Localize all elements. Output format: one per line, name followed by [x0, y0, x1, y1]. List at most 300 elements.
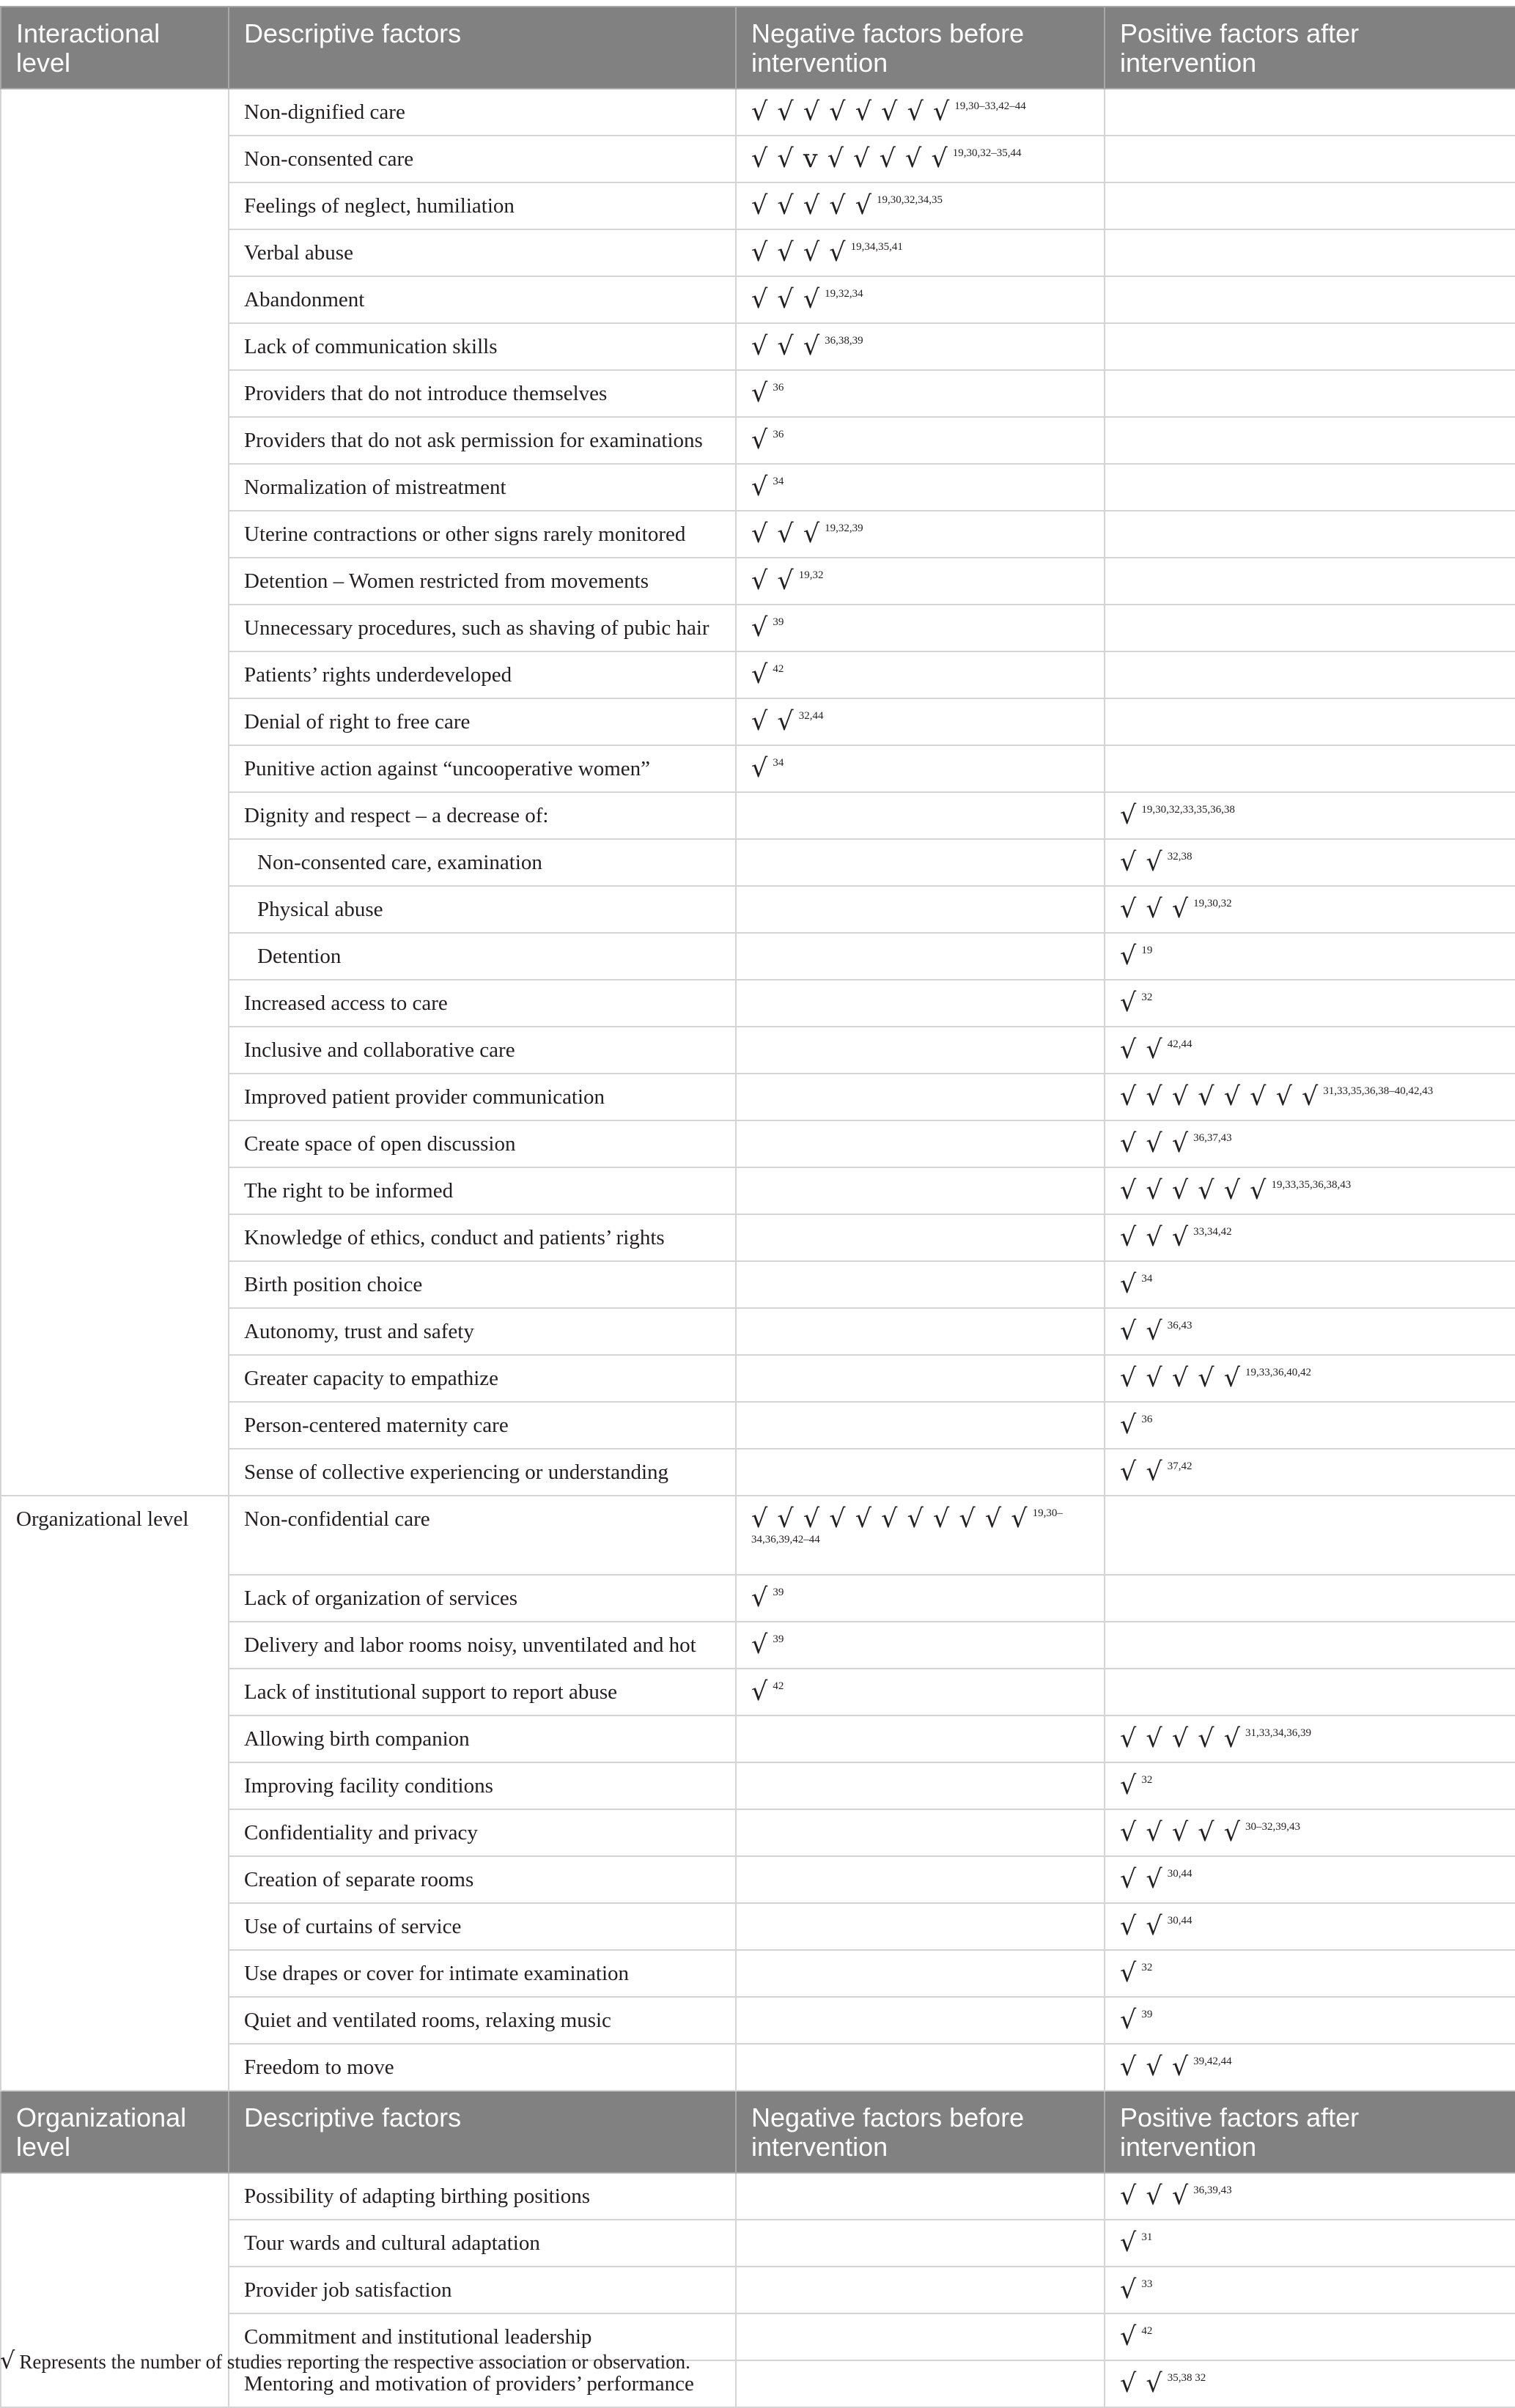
positive-factors-cell	[1105, 1950, 1515, 1997]
negative-factors-cell	[736, 417, 1105, 464]
positive-factors-cell	[1105, 839, 1515, 886]
negative-factors-cell	[736, 2044, 1105, 2091]
reference-numbers: 30–32,39,43	[1245, 1821, 1301, 1833]
check-mark-icon: √	[1120, 989, 1138, 1018]
positive-factors-cell	[1105, 1669, 1515, 1715]
reference-numbers: 33	[1141, 2278, 1153, 2290]
positive-factors-cell	[1105, 933, 1515, 980]
positive-factors-cell	[1105, 1715, 1515, 1762]
check-marks	[1120, 801, 1235, 830]
check-mark-icon: √	[1120, 1771, 1138, 1801]
descriptive-factor: Confidentiality and privacy	[229, 1809, 736, 1856]
reference-numbers: 36	[773, 382, 784, 394]
check-marks	[1120, 2006, 1152, 2035]
footnote-text: Represents the number of studies reporting the respective association or observation.	[19, 2351, 690, 2373]
check-mark-icon: √ √	[1120, 2369, 1163, 2398]
check-marks	[1120, 1270, 1152, 1299]
check-mark-icon: √	[751, 613, 769, 643]
check-marks	[1120, 2182, 1232, 2211]
negative-factors-cell	[736, 1261, 1105, 1308]
check-marks	[751, 473, 784, 502]
check-marks	[751, 191, 943, 221]
reference-numbers: 30,44	[1167, 1915, 1193, 1927]
check-mark-icon: √	[1120, 1411, 1138, 1440]
negative-factors-cell	[736, 182, 1105, 229]
negative-factors-cell	[736, 886, 1105, 933]
positive-factors-cell	[1105, 2220, 1515, 2267]
positive-factors-cell	[1105, 1622, 1515, 1669]
level-cell: Organizational level	[1, 1496, 229, 2091]
negative-factors-cell	[736, 1715, 1105, 1762]
check-marks	[1120, 1724, 1311, 1754]
positive-factors-cell	[1105, 323, 1515, 370]
descriptive-factor: Improving facility conditions	[229, 1762, 736, 1809]
reference-numbers: 19,33,36,40,42	[1245, 1367, 1312, 1378]
check-marks	[1120, 1912, 1192, 1941]
positive-factors-cell	[1105, 136, 1515, 182]
negative-factors-cell	[736, 136, 1105, 182]
descriptive-factor: Person-centered maternity care	[229, 1402, 736, 1449]
positive-factors-cell	[1105, 1809, 1515, 1856]
check-marks	[1120, 2275, 1152, 2305]
descriptive-factor: Sense of collective experiencing or understanding	[229, 1449, 736, 1496]
check-mark-icon: √ √ √	[1120, 2182, 1190, 2211]
reference-numbers: 19,30,32,33,35,36,38	[1141, 804, 1235, 816]
reference-numbers: 34	[1141, 1273, 1153, 1285]
descriptive-factor: Lack of organization of services	[229, 1575, 736, 1622]
header-descriptive-factors: Descriptive factors	[229, 2091, 736, 2173]
check-marks	[1120, 2322, 1152, 2352]
check-marks	[751, 1584, 784, 1613]
check-mark-icon: √	[0, 2346, 15, 2374]
check-marks	[751, 707, 823, 736]
reference-numbers: 39,42,44	[1193, 2056, 1232, 2067]
negative-factors-cell	[736, 839, 1105, 886]
level-cell	[1, 89, 229, 1496]
negative-factors-cell	[736, 1762, 1105, 1809]
reference-numbers: 19,30,32–35,44	[952, 147, 1022, 159]
negative-factors-cell	[736, 1622, 1105, 1669]
descriptive-factor: Non-consented care	[229, 136, 736, 182]
negative-factors-cell	[736, 1856, 1105, 1903]
positive-factors-cell	[1105, 229, 1515, 276]
check-marks	[1120, 1865, 1192, 1894]
check-mark-icon: √	[1120, 1959, 1138, 1988]
descriptive-factor: Feelings of neglect, humiliation	[229, 182, 736, 229]
check-mark-icon: √ √ √ √ √ √ √ √ √ √ √	[751, 1504, 1028, 1534]
check-marks	[1120, 1959, 1152, 1988]
descriptive-factor: Provider job satisfaction	[229, 2267, 736, 2313]
positive-factors-cell	[1105, 1120, 1515, 1167]
negative-factors-cell	[736, 1120, 1105, 1167]
reference-numbers: 33,34,42	[1193, 1226, 1232, 1238]
positive-factors-cell	[1105, 886, 1515, 933]
check-mark-icon: √ √	[751, 707, 795, 736]
check-mark-icon: √ √	[1120, 1865, 1163, 1894]
reference-numbers: 32,38	[1167, 851, 1193, 863]
check-marks	[1120, 848, 1192, 877]
positive-factors-cell	[1105, 1997, 1515, 2044]
reference-numbers: 34	[773, 757, 784, 769]
negative-factors-cell	[736, 2267, 1105, 2313]
table-header	[1, 7, 1515, 89]
negative-factors-cell	[736, 1074, 1105, 1120]
positive-factors-cell	[1105, 745, 1515, 792]
negative-factors-cell	[736, 1167, 1105, 1214]
check-mark-icon: √ √	[1120, 1458, 1163, 1487]
negative-factors-cell	[736, 651, 1105, 698]
check-mark-icon: √ √	[1120, 1912, 1163, 1941]
check-marks	[1120, 2053, 1232, 2082]
descriptive-factor: Lack of communication skills	[229, 323, 736, 370]
check-marks	[1120, 1364, 1311, 1393]
reference-numbers: 32,44	[798, 710, 824, 722]
negative-factors-cell	[736, 1903, 1105, 1950]
descriptive-factor: Inclusive and collaborative care	[229, 1027, 736, 1074]
positive-factors-cell	[1105, 1074, 1515, 1120]
reference-numbers: 19,30,32,34,35	[877, 194, 943, 206]
reference-numbers: 39	[773, 616, 784, 628]
descriptive-factor: Lack of institutional support to report abuse	[229, 1669, 736, 1715]
reference-numbers: 19,30,32	[1193, 898, 1232, 909]
header-level: Organizational level	[1, 2091, 229, 2173]
check-marks	[1120, 1818, 1300, 1847]
descriptive-factor: Possibility of adapting birthing positions	[229, 2173, 736, 2220]
negative-factors-cell	[736, 605, 1105, 651]
negative-factors-cell	[736, 1402, 1105, 1449]
descriptive-factor: Improved patient provider communication	[229, 1074, 736, 1120]
reference-numbers: 19,32,39	[825, 522, 863, 534]
check-mark-icon: √	[751, 379, 769, 408]
descriptive-factor: Increased access to care	[229, 980, 736, 1027]
negative-factors-cell	[736, 1496, 1105, 1575]
descriptive-factor: Patients’ rights underdeveloped	[229, 651, 736, 698]
check-marks	[751, 613, 784, 643]
negative-factors-cell	[736, 1449, 1105, 1496]
descriptive-factor: Allowing birth companion	[229, 1715, 736, 1762]
reference-numbers: 36	[1141, 1414, 1153, 1425]
positive-factors-cell	[1105, 1167, 1515, 1214]
positive-factors-cell	[1105, 417, 1515, 464]
negative-factors-cell	[736, 1809, 1105, 1856]
negative-factors-cell	[736, 698, 1105, 745]
check-marks	[1120, 2369, 1206, 2398]
positive-factors-cell	[1105, 605, 1515, 651]
header-negative-factors: Negative factors before intervention	[736, 2091, 1105, 2173]
negative-factors-cell	[736, 1669, 1105, 1715]
check-marks	[751, 426, 784, 455]
header-descriptive-factors: Descriptive factors	[229, 7, 736, 89]
check-marks	[1120, 895, 1232, 924]
table-header-repeat	[1, 2091, 1515, 2173]
check-mark-icon: √	[751, 1584, 769, 1613]
check-mark-icon: √ √ √	[1120, 895, 1190, 924]
reference-numbers: 30,44	[1167, 1868, 1193, 1880]
descriptive-factor: Normalization of mistreatment	[229, 464, 736, 511]
check-mark-icon: √	[1120, 2275, 1138, 2305]
negative-factors-cell	[736, 2220, 1105, 2267]
check-marks	[1120, 1223, 1232, 1252]
reference-numbers: 35,38 32	[1167, 2372, 1206, 2384]
positive-factors-cell	[1105, 276, 1515, 323]
negative-factors-cell	[736, 1355, 1105, 1402]
header-positive-factors: Positive factors after intervention	[1105, 2091, 1515, 2173]
negative-factors-cell	[736, 792, 1105, 839]
descriptive-factor: Non-confidential care	[229, 1496, 736, 1575]
negative-factors-cell	[736, 2313, 1105, 2360]
check-marks	[751, 660, 784, 690]
table-row	[1, 89, 1515, 136]
check-mark-icon: √ √	[1120, 848, 1163, 877]
reference-numbers: 42	[1141, 2325, 1153, 2337]
positive-factors-cell	[1105, 2173, 1515, 2220]
results-table	[0, 6, 1515, 2408]
reference-numbers: 36,38,39	[825, 335, 863, 347]
descriptive-factor: Creation of separate rooms	[229, 1856, 736, 1903]
descriptive-factor: Punitive action against “uncooperative women”	[229, 745, 736, 792]
descriptive-factor: Unnecessary procedures, such as shaving of pubic hair	[229, 605, 736, 651]
positive-factors-cell	[1105, 1308, 1515, 1355]
reference-numbers: 19,32	[798, 569, 824, 581]
check-mark-icon: √ √ √	[1120, 2053, 1190, 2082]
reference-numbers: 19,34,35,41	[850, 241, 903, 253]
positive-factors-cell	[1105, 1261, 1515, 1308]
check-marks	[751, 1504, 1063, 1560]
check-marks	[1120, 1411, 1152, 1440]
negative-factors-cell	[736, 89, 1105, 136]
check-marks	[1120, 942, 1152, 971]
descriptive-factor: Physical abuse	[229, 886, 736, 933]
check-marks	[1120, 989, 1152, 1018]
check-mark-icon: √	[751, 1630, 769, 1660]
check-mark-icon: √ √ v √ √ √ √ √	[751, 144, 948, 174]
check-mark-icon: √	[751, 1677, 769, 1707]
positive-factors-cell	[1105, 558, 1515, 605]
check-marks	[751, 332, 863, 361]
positive-factors-cell	[1105, 2267, 1515, 2313]
table-row	[1, 2173, 1515, 2220]
descriptive-factor: Providers that do not ask permission for examinations	[229, 417, 736, 464]
positive-factors-cell	[1105, 2360, 1515, 2407]
negative-factors-cell	[736, 511, 1105, 558]
check-mark-icon: √ √	[1120, 1317, 1163, 1346]
check-marks	[751, 238, 903, 267]
check-mark-icon: √	[1120, 801, 1138, 830]
positive-factors-cell	[1105, 651, 1515, 698]
negative-factors-cell	[736, 1214, 1105, 1261]
positive-factors-cell	[1105, 980, 1515, 1027]
descriptive-factor: Denial of right to free care	[229, 698, 736, 745]
header-level: Interactional level	[1, 7, 229, 89]
check-mark-icon: √	[751, 426, 769, 455]
reference-numbers: 32	[1141, 991, 1153, 1003]
check-mark-icon: √	[751, 754, 769, 783]
positive-factors-cell	[1105, 792, 1515, 839]
positive-factors-cell	[1105, 370, 1515, 417]
positive-factors-cell	[1105, 2044, 1515, 2091]
check-mark-icon: √ √ √ √	[751, 238, 847, 267]
descriptive-factor: The right to be informed	[229, 1167, 736, 1214]
check-mark-icon: √ √ √	[751, 285, 821, 314]
positive-factors-cell	[1105, 182, 1515, 229]
check-marks	[751, 754, 784, 783]
check-mark-icon: √ √ √ √ √	[1120, 1724, 1242, 1754]
negative-factors-cell	[736, 1575, 1105, 1622]
descriptive-factor: Detention – Women restricted from movements	[229, 558, 736, 605]
reference-numbers: 42	[773, 663, 784, 675]
negative-factors-cell	[736, 745, 1105, 792]
negative-factors-cell	[736, 980, 1105, 1027]
check-marks	[1120, 1458, 1192, 1487]
negative-factors-cell	[736, 276, 1105, 323]
check-mark-icon: √	[1120, 2322, 1138, 2352]
check-mark-icon: √ √ √ √ √ √ √ √	[1120, 1082, 1319, 1112]
positive-factors-cell	[1105, 1903, 1515, 1950]
reference-numbers: 39	[773, 1587, 784, 1598]
reference-numbers: 31,33,35,36,38–40,42,43	[1323, 1085, 1434, 1097]
positive-factors-cell	[1105, 1496, 1515, 1575]
descriptive-factor: Uterine contractions or other signs rarely monitored	[229, 511, 736, 558]
negative-factors-cell	[736, 1997, 1105, 2044]
reference-numbers: 31,33,34,36,39	[1245, 1727, 1312, 1739]
check-mark-icon: √ √ √	[751, 332, 821, 361]
descriptive-factor: Birth position choice	[229, 1261, 736, 1308]
descriptive-factor: Quiet and ventilated rooms, relaxing music	[229, 1997, 736, 2044]
check-marks	[1120, 1317, 1192, 1346]
reference-numbers: 39	[773, 1633, 784, 1645]
positive-factors-cell	[1105, 1402, 1515, 1449]
descriptive-factor: Non-dignified care	[229, 89, 736, 136]
positive-factors-cell	[1105, 511, 1515, 558]
reference-numbers: 42	[773, 1680, 784, 1692]
check-mark-icon: √ √ √ √ √	[1120, 1364, 1242, 1393]
descriptive-factor: Greater capacity to empathize	[229, 1355, 736, 1402]
check-mark-icon: √	[751, 473, 769, 502]
check-mark-icon: √	[1120, 2006, 1138, 2035]
descriptive-factor: Detention	[229, 933, 736, 980]
descriptive-factor: Non-consented care, examination	[229, 839, 736, 886]
reference-numbers: 19,32,34	[825, 288, 863, 300]
descriptive-factor: Providers that do not introduce themselves	[229, 370, 736, 417]
descriptive-factor: Dignity and respect – a decrease of:	[229, 792, 736, 839]
descriptive-factor: Tour wards and cultural adaptation	[229, 2220, 736, 2267]
table-body	[1, 89, 1515, 2407]
positive-factors-cell	[1105, 1214, 1515, 1261]
positive-factors-cell	[1105, 1027, 1515, 1074]
table-row	[1, 1496, 1515, 1575]
descriptive-factor: Commitment and institutional leadership	[229, 2313, 736, 2360]
check-marks	[751, 97, 1026, 127]
reference-numbers: 34	[773, 476, 784, 487]
positive-factors-cell	[1105, 1449, 1515, 1496]
negative-factors-cell	[736, 2173, 1105, 2220]
check-mark-icon: √	[1120, 2228, 1138, 2258]
positive-factors-cell	[1105, 1856, 1515, 1903]
check-mark-icon: √ √ √	[1120, 1129, 1190, 1159]
check-marks	[751, 144, 1022, 174]
descriptive-factor: Knowledge of ethics, conduct and patients’ rights	[229, 1214, 736, 1261]
check-mark-icon: √ √ √ √ √	[1120, 1818, 1242, 1847]
check-marks	[1120, 1129, 1232, 1159]
reference-numbers: 36,37,43	[1193, 1132, 1232, 1144]
check-marks	[751, 566, 823, 596]
descriptive-factor: Mentoring and motivation of providers’ performance	[229, 2360, 736, 2407]
reference-numbers: 32	[1141, 1962, 1153, 1973]
negative-factors-cell	[736, 229, 1105, 276]
check-mark-icon: √	[1120, 1270, 1138, 1299]
reference-numbers: 36,39,43	[1193, 2184, 1232, 2196]
check-marks	[1120, 1771, 1152, 1801]
positive-factors-cell	[1105, 464, 1515, 511]
check-marks	[1120, 1035, 1192, 1065]
descriptive-factor: Autonomy, trust and safety	[229, 1308, 736, 1355]
negative-factors-cell	[736, 1027, 1105, 1074]
reference-numbers: 19,30–34,36,39,42–44	[751, 1507, 1063, 1545]
reference-numbers: 39	[1141, 2009, 1153, 2020]
negative-factors-cell	[736, 1308, 1105, 1355]
check-marks	[751, 520, 863, 549]
footnote	[0, 2346, 690, 2374]
negative-factors-cell	[736, 370, 1105, 417]
positive-factors-cell	[1105, 1355, 1515, 1402]
check-marks	[751, 285, 863, 314]
check-mark-icon: √ √	[751, 566, 795, 596]
check-mark-icon: √ √ √ √ √ √ √ √	[751, 97, 951, 127]
reference-numbers: 19	[1141, 945, 1153, 956]
descriptive-factor: Use of curtains of service	[229, 1903, 736, 1950]
positive-factors-cell	[1105, 89, 1515, 136]
check-marks	[1120, 1176, 1351, 1205]
positive-factors-cell	[1105, 1575, 1515, 1622]
negative-factors-cell	[736, 1950, 1105, 1997]
positive-factors-cell	[1105, 1762, 1515, 1809]
positive-factors-cell	[1105, 2313, 1515, 2360]
check-mark-icon: √ √ √ √ √	[751, 191, 873, 221]
reference-numbers: 32	[1141, 1774, 1153, 1786]
reference-numbers: 36	[773, 429, 784, 440]
check-mark-icon: √ √ √ √ √ √	[1120, 1176, 1267, 1205]
check-mark-icon: √ √ √	[1120, 1223, 1190, 1252]
check-mark-icon: √	[751, 660, 769, 690]
descriptive-factor: Delivery and labor rooms noisy, unventilated and hot	[229, 1622, 736, 1669]
negative-factors-cell	[736, 323, 1105, 370]
check-marks	[1120, 2228, 1152, 2258]
check-marks	[1120, 1082, 1433, 1112]
descriptive-factor: Freedom to move	[229, 2044, 736, 2091]
negative-factors-cell	[736, 2360, 1105, 2407]
reference-numbers: 31	[1141, 2231, 1153, 2243]
reference-numbers: 36,43	[1167, 1320, 1193, 1332]
check-marks	[751, 379, 784, 408]
descriptive-factor: Verbal abuse	[229, 229, 736, 276]
reference-numbers: 37,42	[1167, 1460, 1193, 1472]
reference-numbers: 19,30–33,42–44	[954, 100, 1026, 112]
negative-factors-cell	[736, 933, 1105, 980]
check-mark-icon: √ √ √	[751, 520, 821, 549]
check-mark-icon: √	[1120, 942, 1138, 971]
positive-factors-cell	[1105, 698, 1515, 745]
header-positive-factors: Positive factors after intervention	[1105, 7, 1515, 89]
check-marks	[751, 1630, 784, 1660]
check-mark-icon: √ √	[1120, 1035, 1163, 1065]
check-marks	[751, 1677, 784, 1707]
negative-factors-cell	[736, 464, 1105, 511]
reference-numbers: 42,44	[1167, 1038, 1193, 1050]
descriptive-factor: Abandonment	[229, 276, 736, 323]
descriptive-factor: Use drapes or cover for intimate examination	[229, 1950, 736, 1997]
negative-factors-cell	[736, 558, 1105, 605]
descriptive-factor: Create space of open discussion	[229, 1120, 736, 1167]
